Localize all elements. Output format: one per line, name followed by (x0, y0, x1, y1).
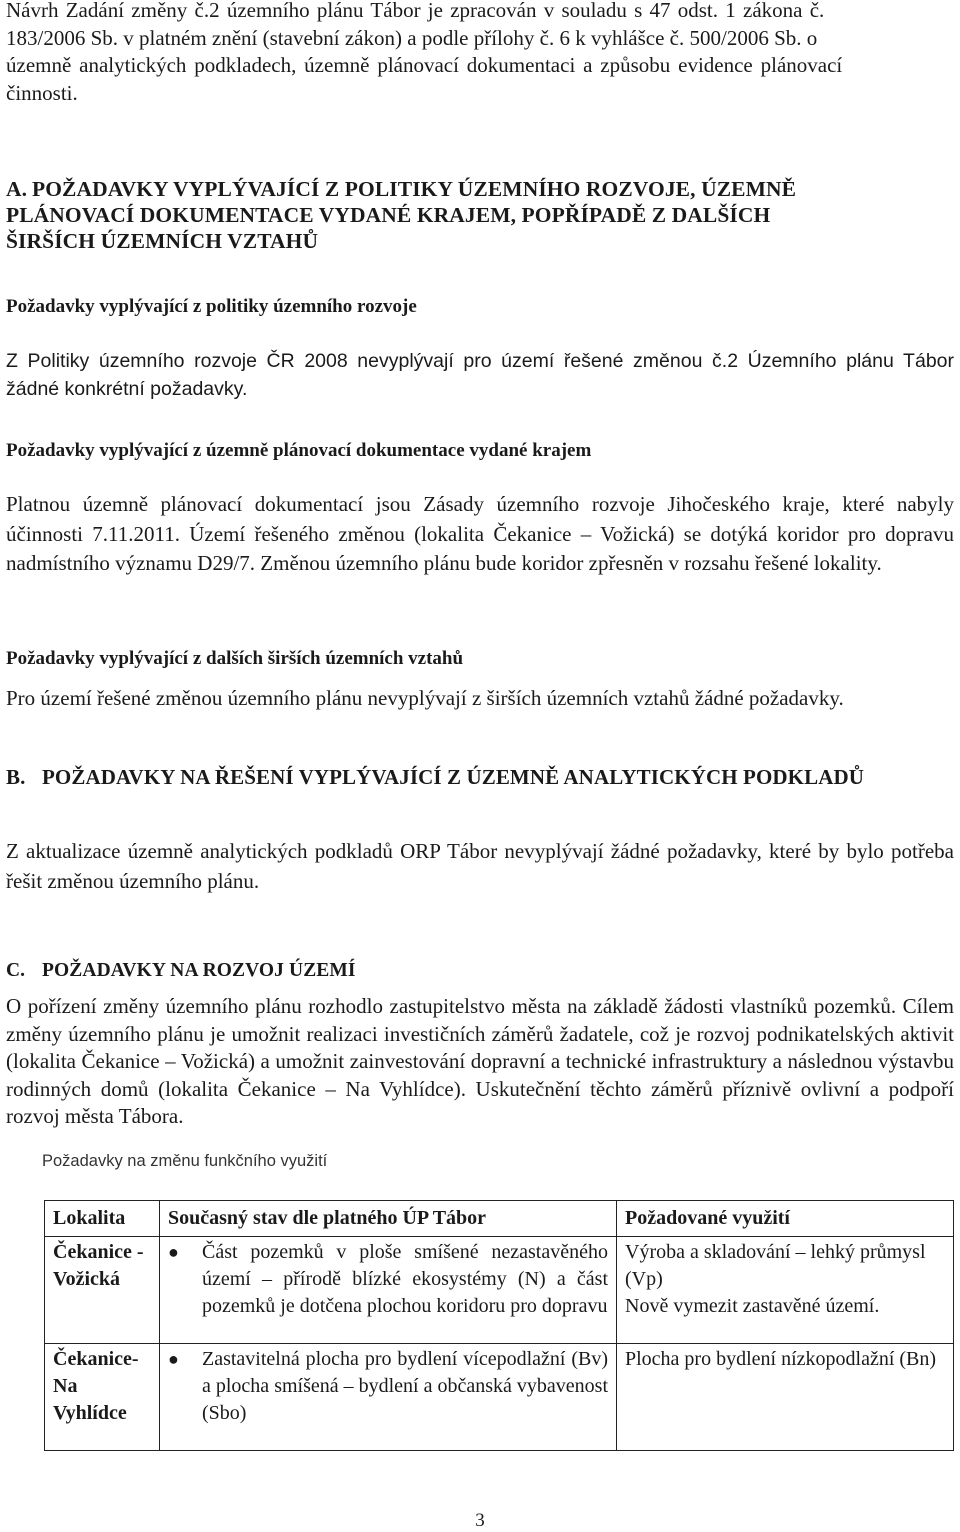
intro-line: 183/2006 Sb. v platném znění (stavební zákon) a podle přílohy č. 6 k vyhlášce č. 500/2006 Sb. o (6, 25, 818, 50)
table-caption: Požadavky na změnu funkčního využití (42, 1152, 328, 1170)
cell-text: Část pozemků v ploše smíšené nezastavěného území – přírodě blízké ekosystémy (N) a část pozemků je dotčena plochou koridoru pro dopravu (202, 1241, 608, 1317)
subsection-title: Požadavky vyplývající z územně plánovací dokumentace vydané krajem (6, 440, 592, 461)
section-title-line: POŽADAVKY VYPLÝVAJÍCÍ Z POLITIKY ÚZEMNÍHO ROZVOJE, ÚZEMNĚ (32, 177, 797, 201)
section-b-text: Z aktualizace územně analytických podkladů ORP Tábor nevyplývají žádné požadavky, které by bylo potřeba řešit změnou územního plánu. (6, 839, 954, 893)
table-header-cell: Současný stav dle platného ÚP Tábor (160, 1201, 617, 1237)
cell-text: Plocha pro bydlení nízkopodlažní (Bn) (625, 1348, 937, 1370)
section-title: POŽADAVKY NA ROZVOJ ÚZEMÍ (42, 960, 356, 981)
table-row (45, 1237, 954, 1344)
table-cell-lokalita: Čekanice- Na Vyhlídce (45, 1344, 160, 1451)
cell-text: Výroba a skladování – lehký průmysl (Vp) (625, 1241, 926, 1290)
table-cell-stav (160, 1237, 617, 1344)
section-letter: A. (6, 177, 28, 201)
table-header-cell: Požadované využití (617, 1201, 954, 1237)
table-row (45, 1344, 954, 1451)
subsection-title: Požadavky vyplývající z dalších širších územních vztahů (6, 648, 464, 669)
section-letter: C. (6, 960, 26, 981)
table-cell-lokalita: Čekanice - Vožická (45, 1237, 160, 1344)
intro-line: Návrh Zadání změny č.2 územního plánu Tábor je zpracován v souladu s 47 odst. 1 zákona č. (6, 0, 825, 22)
section-title-line: ŠIRŠÍCH ÚZEMNÍCH VZTAHŮ (6, 229, 319, 253)
table-header-cell: Lokalita (45, 1201, 160, 1237)
cell-text: Zastavitelná plocha pro bydlení vícepodlažní (Bv) a plocha smíšená – bydlení a občanská vybavenost (Sbo) (202, 1348, 608, 1424)
cell-text: Nově vymezit zastavěné území. (625, 1295, 880, 1317)
intro-paragraph (6, 0, 954, 107)
section-title: POŽADAVKY NA ŘEŠENÍ VYPLÝVAJÍCÍ Z ÚZEMNĚ ANALYTICKÝCH PODKLADŮ (42, 765, 865, 789)
bullet-icon: ● (168, 1349, 179, 1369)
requirements-table (44, 1200, 954, 1451)
section-letter: B. (6, 765, 26, 789)
subsection-title: Požadavky vyplývající z politiky územního rozvoje (6, 296, 417, 317)
table-cell-stav (160, 1344, 617, 1451)
page-number: 3 (475, 1510, 485, 1531)
intro-line: územně analytických podkladech, územně plánovací dokumentaci a způsobu evidence plánovací (6, 53, 843, 77)
table-cell-vyuziti (617, 1344, 954, 1451)
subsection-text: Pro území řešené změnou územního plánu nevyplývají z širších územních vztahů žádné požadavky. (6, 686, 844, 710)
intro-line: činnosti. (6, 80, 78, 105)
table-header-row (45, 1201, 954, 1237)
section-c-text: O pořízení změny územního plánu rozhodlo zastupitelstvo města na základě žádosti vlastníků pozemků. Cílem změny územního plánu je umožnit realizaci investičních záměrů žadatele, což je rozvoj podnikatelských aktivit (lokalita Čekanice – Vožická) a umožnit zainvestování dopravní a technické infrastruktury a následnou výstavbu rodinných domů (lokalita Čekanice – Na Vyhlídce). Uskutečnění těchto záměrů příznivě ovlivní a podpoří rozvoj města Tábora. (6, 994, 954, 1128)
subsection-text: Platnou územně plánovací dokumentací jsou Zásady územního rozvoje Jihočeského kraje, které nabyly účinnosti 7.11.2011. Území řešeného změnou (lokalita Čekanice – Vožická) se dotýká koridor pro dopravu nadmístního významu D29/7. Změnou územního plánu bude koridor zpřesněn v rozsahu řešené lokality. (6, 492, 954, 575)
section-a-heading (6, 176, 954, 254)
bullet-icon: ● (168, 1242, 179, 1262)
subsection-text: Z Politiky územního rozvoje ČR 2008 nevyplývají pro území řešené změnou č.2 Územního plánu Tábor žádné konkrétní požadavky. (6, 350, 954, 400)
section-c-heading (6, 958, 954, 984)
section-b-heading (6, 764, 954, 790)
section-title-line: PLÁNOVACÍ DOKUMENTACE VYDANÉ KRAJEM, POPŘÍPADĚ Z DALŠÍCH (6, 203, 771, 227)
table-cell-vyuziti (617, 1237, 954, 1344)
